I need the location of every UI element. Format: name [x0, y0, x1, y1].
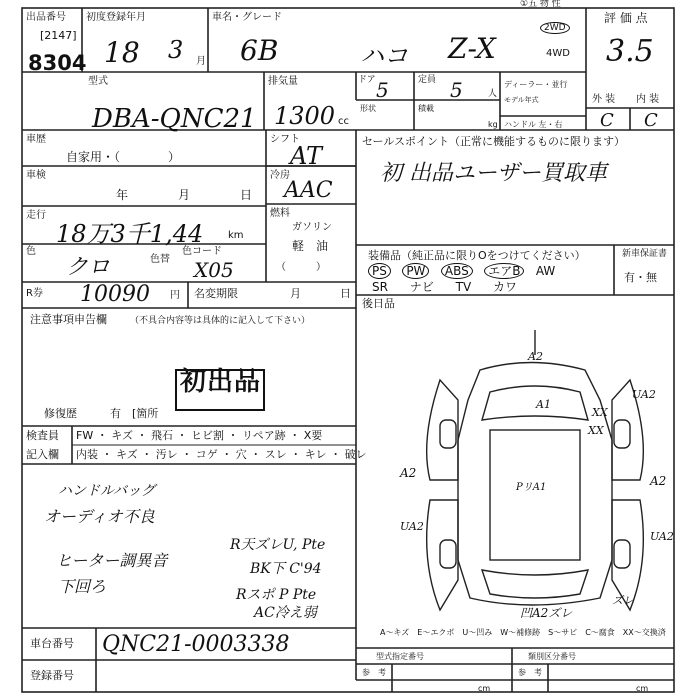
load-unit: kg	[488, 120, 498, 129]
repair-label: 修復歴	[44, 407, 77, 420]
shape-label: 形状	[360, 104, 376, 113]
diagram-mark: A2	[650, 474, 667, 488]
lot-number: 8304	[28, 51, 87, 75]
model-year-label: モデル年式	[504, 96, 539, 104]
drive-4wd: 4WD	[546, 48, 570, 59]
capacity-label: 定員	[418, 75, 437, 85]
handle-label: ハンドル 左・右	[504, 120, 563, 129]
car-grade: Z-X	[448, 32, 496, 65]
fuel-gasoline: ガソリン	[292, 222, 332, 233]
cm-unit: cm	[636, 684, 649, 693]
diagram-mark: ズレ	[612, 594, 634, 607]
recorder-label: 記入欄	[26, 448, 59, 461]
interior-label: 内 装	[636, 94, 660, 105]
hand-note: BK下 C'94	[250, 561, 322, 577]
ref-label: 参 考	[518, 668, 542, 677]
notes-sub: （不具合内容等は具体的に記入して下さい）	[130, 316, 311, 326]
meigi-month: 月	[290, 287, 301, 300]
notes-label: 注意事項申告欄	[30, 313, 107, 326]
type-label: 型式	[88, 76, 108, 87]
equip-ps: PS	[368, 263, 391, 279]
warranty-label: 新車保証書	[622, 249, 668, 259]
first-reg-label: 初度登録年月	[86, 12, 146, 23]
mileage-value: 18万3千1,44	[56, 220, 204, 248]
diagram-mark: A2	[528, 350, 543, 363]
equip-tv: TV	[455, 280, 472, 294]
color-value: クロ	[66, 255, 111, 280]
displacement-value: 1300	[274, 102, 336, 130]
car-name-label: 車名・グレード	[212, 12, 282, 23]
type-value: DBA-QNC21	[92, 104, 257, 134]
drive-2wd: 2WD	[540, 22, 570, 34]
r-ken-value: 10090	[80, 282, 150, 307]
car-name: 6B	[240, 34, 279, 67]
hand-note: AC冷え弱	[254, 605, 317, 621]
model-cert-label: 型式指定番号	[376, 652, 424, 661]
hand-note: オーディオ不良	[44, 507, 155, 526]
meigi-day: 日	[340, 287, 351, 300]
diagram-mark: XX	[588, 424, 604, 437]
shaken-day: 日	[240, 188, 253, 202]
dealer-label: ディーラー・並行	[504, 80, 568, 89]
class-cert-label: 類別区分番号	[528, 652, 576, 661]
diagram-mark: PリA1	[516, 482, 547, 493]
equip-pw: PW	[402, 263, 429, 279]
equip-abs: ABS	[441, 263, 473, 279]
capacity-value: 5	[450, 78, 463, 102]
hand-note: ハンドルバッグ	[58, 483, 156, 499]
history-label: 車歴	[26, 134, 46, 145]
mileage-unit: km	[228, 230, 244, 241]
color-change-label: 色替	[150, 254, 170, 265]
sales-point-label: セールスポイント（正常に機能するものに限ります）	[362, 135, 626, 148]
car-model: ハコ	[360, 42, 408, 70]
equipment-label: 装備品（純正品に限りOをつけてください）	[368, 249, 586, 262]
fuel-label: 燃料	[270, 208, 290, 219]
diagram-mark: XX	[592, 406, 608, 419]
r-ken-unit: 円	[170, 290, 180, 301]
shift-value: AT	[290, 142, 323, 170]
first-reg-month: 3	[168, 36, 184, 64]
diagram-mark: UA2	[650, 530, 674, 543]
score-label: 評 価 点	[604, 11, 648, 25]
equip-aw: AW	[535, 264, 556, 278]
shaken-year: 年	[116, 188, 129, 202]
mileage-label: 走行	[26, 210, 46, 221]
door-value: 5	[376, 78, 389, 102]
r-ken-label: R券	[26, 288, 43, 299]
equip-kawa: カワ	[493, 280, 518, 294]
hand-note: 下回ろ	[58, 577, 107, 596]
interior-score: C	[644, 110, 658, 131]
capacity-unit: 人	[488, 89, 498, 99]
hand-note: Rスポ P Pte	[236, 587, 317, 603]
equip-airbag: エアB	[484, 263, 524, 279]
shift-label: シフト	[270, 134, 300, 145]
chassis-value: QNC21-0003338	[102, 632, 290, 657]
color-code: X05	[194, 258, 234, 282]
door-label: ドア	[358, 75, 376, 85]
inspector-items: FW ・ キズ ・ 飛石 ・ ヒビ割 ・ リペア跡 ・ X要	[76, 429, 323, 442]
displacement-unit: cc	[338, 116, 349, 127]
rear-seat-label: 後日品	[362, 297, 395, 310]
car-diagram	[427, 330, 644, 610]
displacement-label: 排気量	[268, 76, 298, 87]
shaken-month: 月	[178, 188, 191, 202]
history-value: 自家用・（ ）	[66, 150, 181, 164]
cm-unit: cm	[478, 684, 491, 693]
recorder-items: 内装 ・ キズ ・ 汚レ ・ コゲ ・ 穴 ・ スレ ・ キレ ・ 破レ	[76, 448, 367, 461]
shaken-label: 車検	[26, 170, 46, 181]
first-reg-month-unit: 月	[196, 56, 206, 67]
lot-label: 出品番号	[26, 12, 66, 23]
diagram-mark: 凹A2ズレ	[520, 606, 573, 620]
warranty-value: 有・無	[624, 271, 657, 284]
color-code-label: 色コード	[182, 246, 222, 257]
hand-note: R天ズレU, Pte	[230, 537, 326, 553]
exterior-label: 外 装	[592, 94, 616, 105]
diagram-mark: UA2	[632, 388, 656, 401]
diagram-mark: A1	[536, 398, 551, 411]
exterior-score: C	[600, 110, 614, 131]
repair-value: 有 [箇所	[110, 407, 159, 420]
aircon-label: 冷房	[270, 170, 290, 181]
diagram-mark: UA2	[400, 520, 424, 533]
sales-point-value: 初 出品ユーザー買取車	[380, 161, 607, 186]
inspector-label: 検査員	[26, 429, 59, 442]
chassis-label: 車台番号	[30, 637, 74, 650]
top-right-note: ①五 物 性	[520, 0, 561, 9]
lot-bracket: [2147]	[40, 29, 77, 42]
meigi-label: 名変期限	[194, 287, 238, 300]
aircon-value: AAC	[284, 178, 333, 203]
fuel-diesel: 軽 油	[292, 239, 329, 253]
fuel-paren: （ ）	[276, 262, 326, 273]
first-listing-stamp: 初出品	[180, 367, 262, 397]
load-label: 積載	[418, 104, 434, 113]
color-label: 色	[26, 246, 36, 257]
equip-sr: SR	[372, 280, 388, 294]
diagram-mark: A2	[400, 466, 417, 480]
damage-legend: A～キズ E～エクボ U～凹み W～補修跡 S～サビ C～腐食 XX～交換済	[380, 628, 666, 637]
ref-label: 参 考	[362, 668, 386, 677]
score-value: 3.5	[606, 34, 654, 69]
first-reg-year: 18	[104, 36, 140, 69]
hand-note: ヒーター調異音	[56, 551, 168, 570]
equip-navi: ナビ	[409, 280, 434, 294]
registration-label: 登録番号	[30, 669, 74, 682]
